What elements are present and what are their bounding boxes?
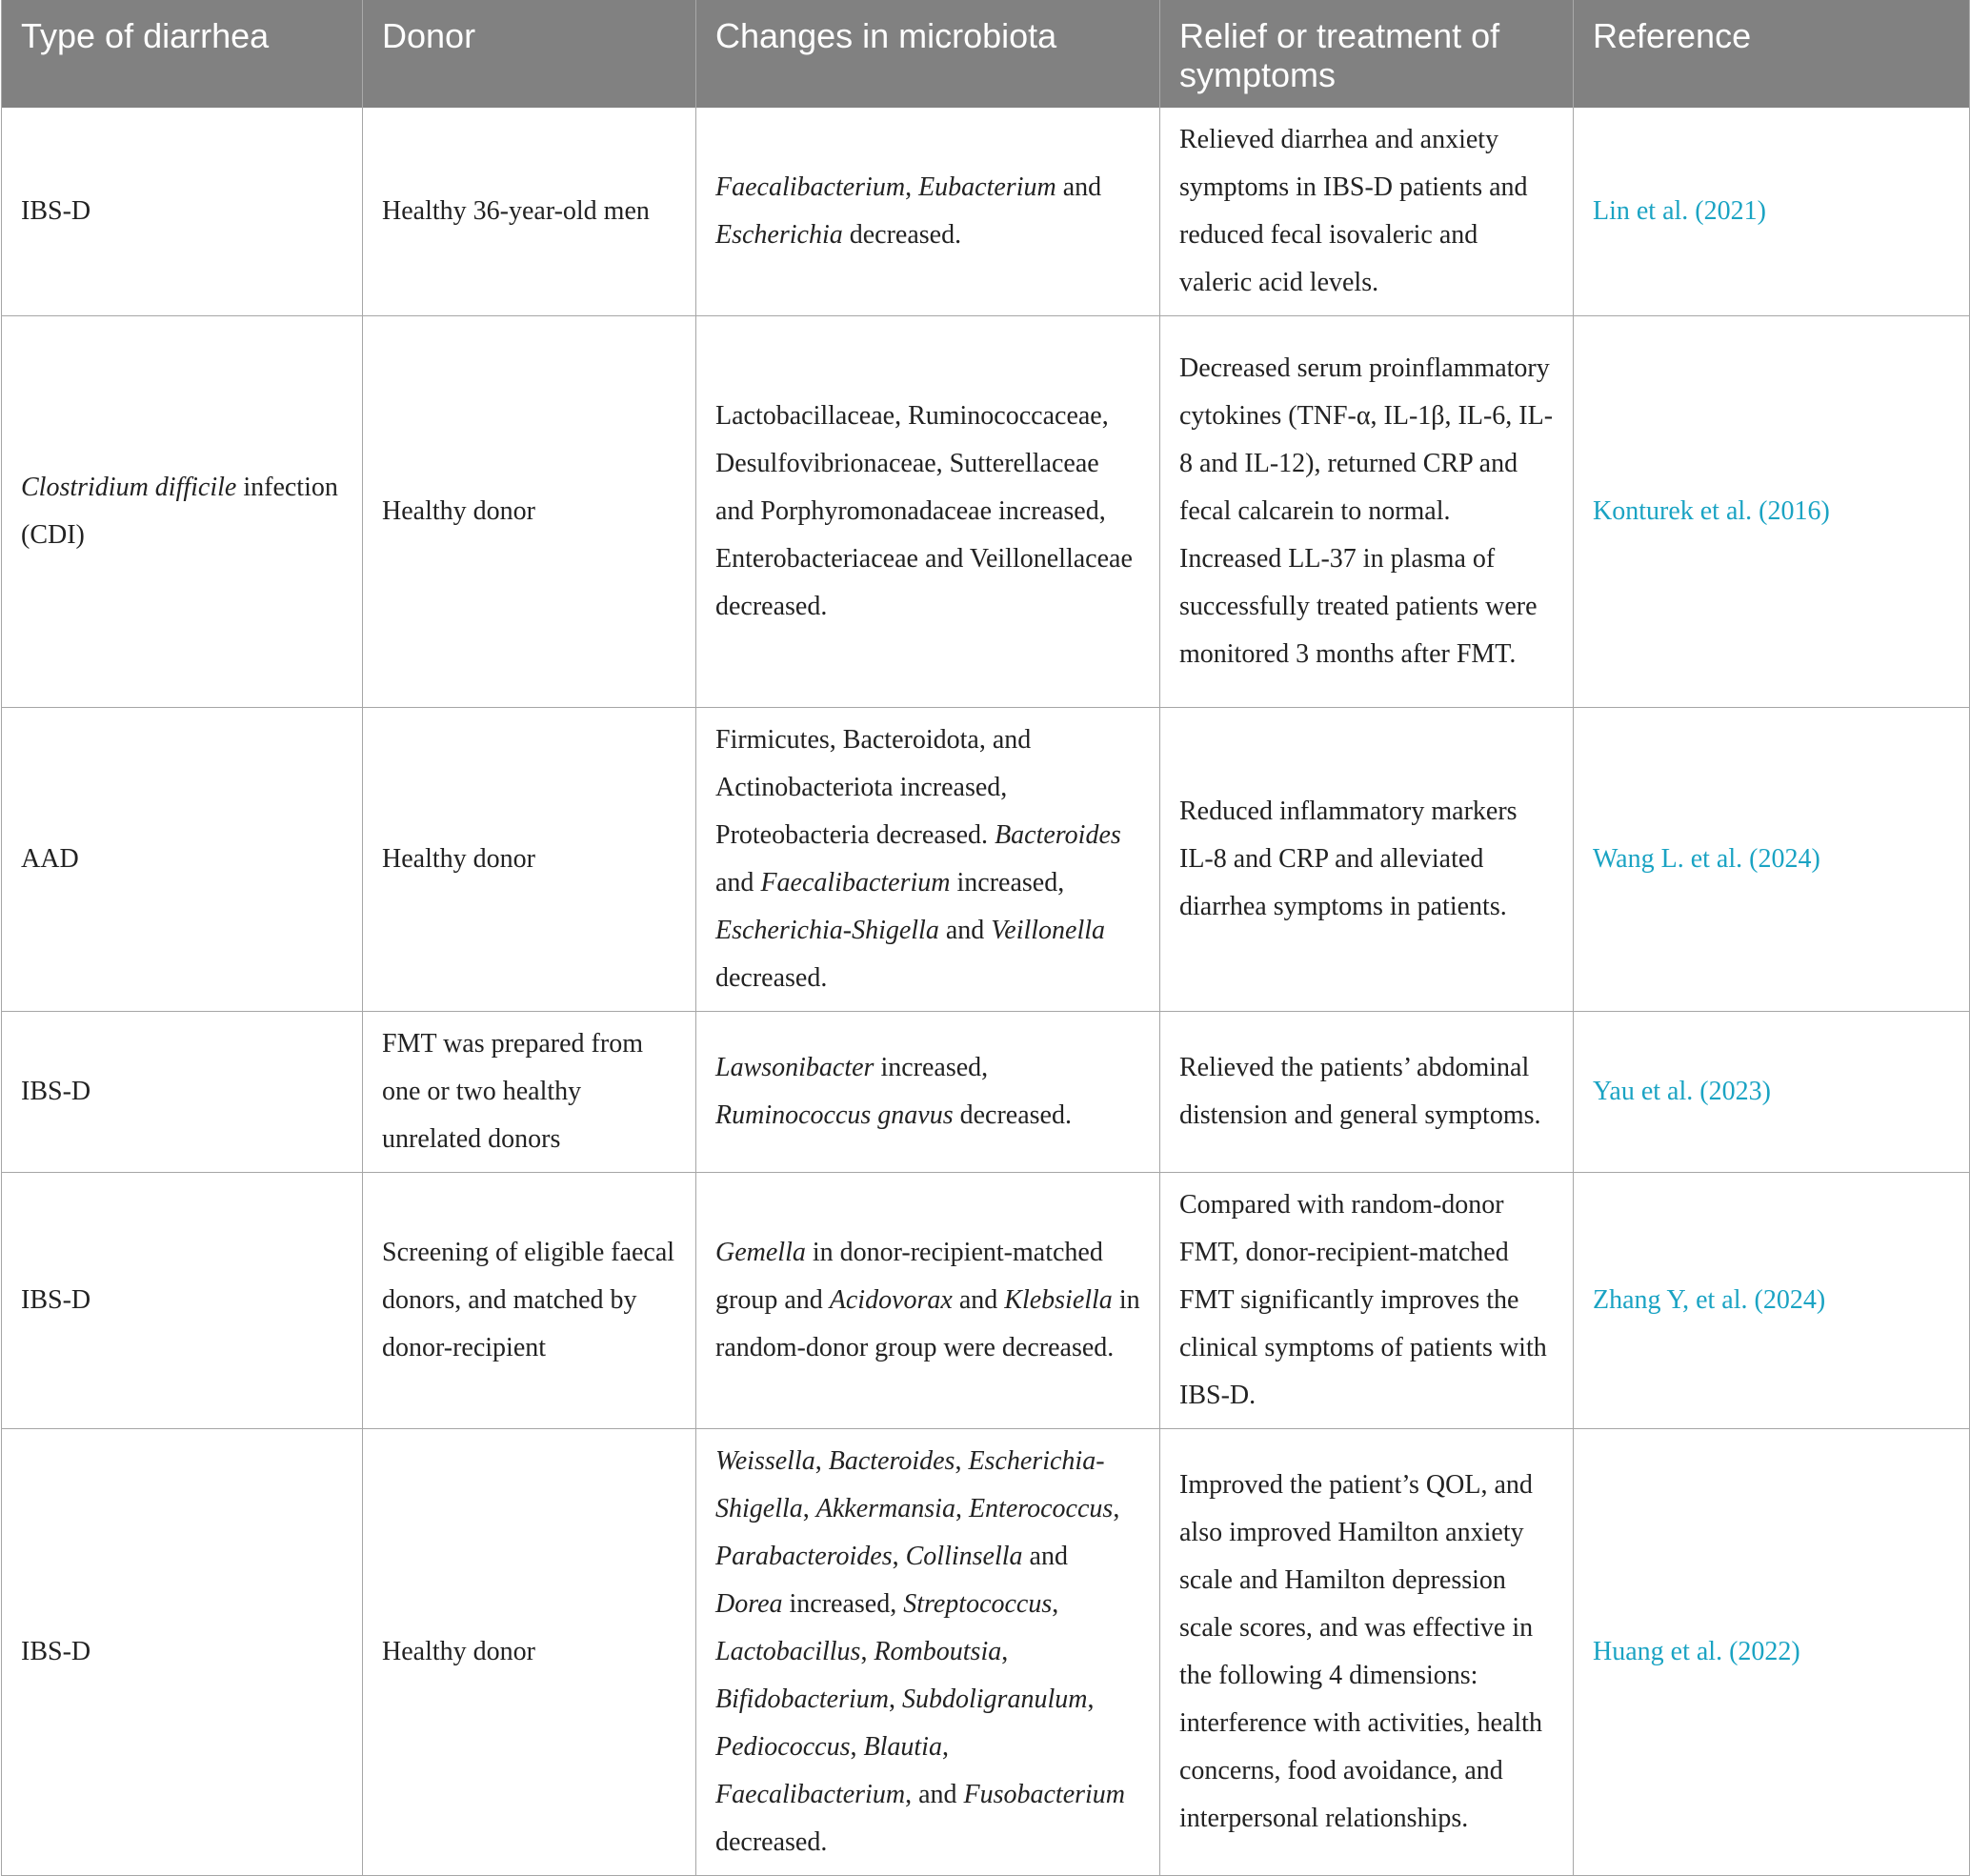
cell-changes [696,108,1160,316]
text-segment: and [1055,172,1102,202]
taxon-name: Enterococcus [968,1494,1114,1523]
cell-donor: Healthy donor [363,1429,696,1876]
cell-type: IBS-D [2,1012,363,1173]
text-segment: and [1022,1542,1068,1571]
taxon-name: Eubacterium [918,172,1056,202]
cell-changes [696,1173,1160,1429]
cell-changes [696,708,1160,1012]
table-row [2,1429,1970,1876]
text-segment: increased, [782,1589,904,1619]
text-segment: Lactobacillaceae, Ruminococcaceae, Desulfovibrionaceae, Sutterellaceae and Porphyromonadaceae increased, Enterobacteriaceae and Veillonellaceae decreased. [715,401,1133,621]
cell-changes [696,316,1160,708]
cell-reference [1574,1012,1970,1173]
text-segment: , [1087,1684,1095,1714]
taxon-name: Parabacteroides [715,1542,893,1571]
reference-link[interactable]: Konturek et al. (2016) [1593,496,1830,526]
taxon-name: Dorea [715,1589,783,1619]
taxon-name: Escherichia [715,220,843,250]
text-segment: and [938,916,992,945]
taxon-name: Ruminococcus gnavus [715,1100,954,1130]
reference-link[interactable]: Wang L. et al. (2024) [1593,844,1820,874]
taxon-name: Veillonella [991,916,1106,945]
cell-relief: Relieved diarrhea and anxiety symptoms in IBS-D patients and reduced fecal isovaleric and valeric acid levels. [1160,108,1574,316]
text-segment: and [952,1285,1005,1315]
taxon-name: Escherichia-Shigella [715,916,939,945]
text-segment: , [955,1446,969,1476]
reference-link[interactable]: Lin et al. (2021) [1593,196,1766,226]
taxon-name: Pediococcus [715,1732,851,1762]
taxon-name: Weissella [715,1446,815,1476]
cell-relief: Reduced inflammatory markers IL-8 and CRP and alleviated diarrhea symptoms in patients. [1160,708,1574,1012]
text-segment: infection (CDI) [21,473,338,550]
text-segment: in donor-recipient-matched group and [715,1238,1103,1315]
text-segment: , [1052,1589,1059,1619]
table-body [2,108,1970,1876]
cell-type [2,316,363,708]
fmt-diarrhea-table [1,0,1970,1876]
cell-donor: Healthy donor [363,316,696,708]
taxon-name: Acidovorax [829,1285,953,1315]
cell-donor: Screening of eligible faecal donors, and matched by donor-recipient [363,1173,696,1429]
text-segment: in random-donor group were decreased. [715,1285,1140,1362]
taxon-name: Subdoligranulum [901,1684,1088,1714]
text-segment: , [850,1732,864,1762]
cell-donor: FMT was prepared from one or two healthy unrelated donors [363,1012,696,1173]
cell-relief: Decreased serum proinflammatory cytokines (TNF-α, IL-1β, IL-6, IL-8 and IL-12), returned CRP and fecal calcarein to normal. Increased LL-37 in plasma of successfully treated patients were monitored 3 months after FMT. [1160,316,1574,708]
taxon-name: Bacteroides [995,820,1121,850]
table-row [2,1012,1970,1173]
text-segment: , [955,1494,969,1523]
text-segment: decreased. [715,963,828,993]
cell-donor: Healthy donor [363,708,696,1012]
taxon-name: Faecalibacterium [715,1780,906,1809]
text-segment: , [905,172,919,202]
taxon-name: Blautia [863,1732,942,1762]
header-row [2,0,1970,108]
taxon-name: Streptococcus [903,1589,1053,1619]
text-segment: and [715,868,761,898]
text-segment: , [860,1637,874,1666]
cell-relief: Relieved the patients’ abdominal distension and general symptoms. [1160,1012,1574,1173]
cell-type: IBS-D [2,1429,363,1876]
cell-reference [1574,1173,1970,1429]
table-header [2,0,1970,108]
text-segment: , [1001,1637,1009,1666]
taxon-name: Escherichia-Shigella [715,1446,1105,1523]
text-segment: increased, [874,1053,989,1082]
text-segment: , and [905,1780,964,1809]
cell-reference [1574,108,1970,316]
header-donor: Donor [363,0,696,108]
text-segment: Firmicutes, Bacteroidota, and Actinobacteriota increased, Proteobacteria decreased. [715,725,1032,850]
taxon-name: Bacteroides [828,1446,955,1476]
reference-link[interactable]: Yau et al. (2023) [1593,1077,1771,1106]
taxon-name: Gemella [715,1238,806,1267]
text-segment: decreased. [953,1100,1072,1130]
cell-donor: Healthy 36-year-old men [363,108,696,316]
cell-reference [1574,316,1970,708]
text-segment: increased, [950,868,1065,898]
header-type-of-diarrhea: Type of diarrhea [2,0,363,108]
reference-link[interactable]: Huang et al. (2022) [1593,1637,1800,1666]
cell-relief: Compared with random-donor FMT, donor-recipient-matched FMT significantly improves the clinical symptoms of patients with IBS-D. [1160,1173,1574,1429]
text-segment: , [888,1684,902,1714]
table-row [2,108,1970,316]
taxon-name: Bifidobacterium [715,1684,889,1714]
cell-reference [1574,1429,1970,1876]
text-segment: , [802,1494,816,1523]
taxon-name: Clostridium difficile [21,473,237,502]
taxon-name: Fusobacterium [963,1780,1126,1809]
table-row [2,1173,1970,1429]
header-reference: Reference [1574,0,1970,108]
cell-type: IBS-D [2,1173,363,1429]
taxon-name: Collinsella [905,1542,1023,1571]
taxon-name: Romboutsia [874,1637,1002,1666]
cell-type: AAD [2,708,363,1012]
table-row [2,708,1970,1012]
text-segment: , [892,1542,906,1571]
header-changes-in-microbiota: Changes in microbiota [696,0,1160,108]
cell-relief: Improved the patient’s QOL, and also improved Hamilton anxiety scale and Hamilton depression scale scores, and was effective in the following 4 dimensions: interference with activities, health concerns, food avoidance, and interpersonal relationships. [1160,1429,1574,1876]
taxon-name: Klebsiella [1004,1285,1113,1315]
cell-type: IBS-D [2,108,363,316]
text-segment: decreased. [842,220,962,250]
text-segment: decreased. [715,1827,828,1857]
taxon-name: Lactobacillus [715,1637,861,1666]
taxon-name: Faecalibacterium [715,172,906,202]
reference-link[interactable]: Zhang Y, et al. (2024) [1593,1285,1826,1315]
table-row [2,316,1970,708]
cell-changes [696,1012,1160,1173]
taxon-name: Faecalibacterium [760,868,951,898]
header-relief-or-treatment: Relief or treatment of symptoms [1160,0,1574,108]
text-segment: , [814,1446,829,1476]
taxon-name: Lawsonibacter [715,1053,874,1082]
cell-changes [696,1429,1160,1876]
text-segment: , [1113,1494,1120,1523]
text-segment: , [941,1732,949,1762]
cell-reference [1574,708,1970,1012]
taxon-name: Akkermansia [815,1494,955,1523]
